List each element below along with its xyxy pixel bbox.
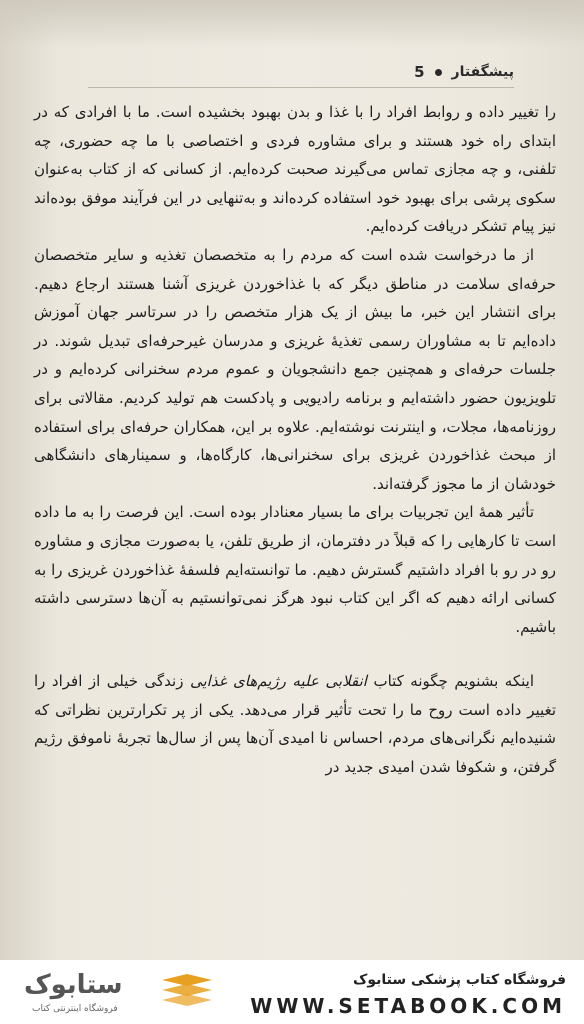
- running-title: پیشگفتار: [451, 64, 514, 80]
- paragraph-4-rest: زندگی خیلی از افراد را تغییر داده است روح ما را تحت تأثیر قرار می‌دهد. یکی از پر تکرارترین نظراتی که شنیده‌ایم نگرانی‌های مردم، احساس نا امیدی آن‌ها پس از سال‌ها تجربهٔ ناموفق رژیم گرفتن، و شکوفا شدن امیدی جدید در: [34, 672, 556, 777]
- logo-subtitle: فروشگاه اینترنتی کتاب: [32, 1004, 118, 1014]
- paragraph-3: تأثیر همهٔ این تجربیات برای ما بسیار معنادار بوده است. این فرصت را به ما داده است تا کارهایی را که قبلاً در دفترمان، از طریق تلفن، یا به‌صورت مجازی و مشاوره رو در رو با افراد داشتیم گسترش دهیم. ما توانسته‌ایم فلسفهٔ غذاخوردن غریزی را به کسانی ارائه دهیم که اگر این کتاب نبود هرگز نمی‌توانستیم به آن‌ها دسترسی داشته باشیم.: [34, 503, 556, 636]
- store-footer: [0, 960, 584, 1024]
- store-url[interactable]: WWW.SETABOOK.COM: [250, 994, 566, 1018]
- logo-wordmark: ستابوک: [24, 970, 123, 1000]
- book-title-italic: انقلابی علیه رژیم‌های غذایی: [189, 672, 367, 691]
- store-name: فروشگاه کتاب پزشکی ستابوک: [353, 972, 566, 988]
- book-stack-icon: [158, 972, 216, 1014]
- bullet-dot-icon: [435, 69, 442, 76]
- paragraph-1: را تغییر داده و روابط افراد را با غذا و بدن بهبود بخشیده است. ما با افرادی که در ابتدای راه خود هستند و برای مشاوره فردی و اختصاصی با ما چه حضوری، چه تلفنی، و چه مجازی تماس می‌گیرند صحبت کرده‌ایم. از کسانی که از کتاب به‌عنوان سکوی پرشی برای بهبود خود استفاده کرده‌اند و به‌تنهایی در این فرآیند موفق بوده‌اند نیز پیام تشکر دریافت کرده‌ایم.: [34, 103, 556, 236]
- page-number: 5: [414, 63, 425, 81]
- paragraph-4-start: اینکه بشنویم چگونه کتاب: [366, 672, 535, 691]
- paragraph-2: از ما درخواست شده است که مردم را به متخصصان تغذیه و سایر متخصصان حرفه‌ای سلامت در مناطق دیگر که با غذاخوردن غریزی آشنا هستند ارجاع دهیم. برای انتشار این خبر، ما بیش از یک هزار متخصص را در سرتاسر جهان آموزش داده‌ایم تا به مشاوران رسمی تغذیهٔ غریزی و مدرسان غیرحرفه‌ای تبدیل شوند. در جلسات حرفه‌ای و همچنین جمع دانشجویان و عموم مردم سخنرانی کرده‌ایم و در تلویزیون حضور داشته‌ایم و برنامه رادیویی و پادکست هم تولید کردیم. مقالاتی برای روزنامه‌ها، مجلات، و اینترنت نوشته‌ایم. علاوه بر این، همکاران حرفه‌ای برای استفاده از مبحث غذاخوردن غریزی برای سخنرانی‌ها، کارگاه‌ها، و سمینارهای دانشگاهی خودشان از ما مجوز گرفته‌اند.: [34, 245, 556, 493]
- header-divider: [88, 87, 514, 88]
- setabook-logo[interactable]: [18, 968, 168, 1018]
- page-shadow: [0, 0, 584, 48]
- running-header: [70, 60, 514, 84]
- paragraph-4: [34, 667, 556, 781]
- body-text: [34, 98, 556, 782]
